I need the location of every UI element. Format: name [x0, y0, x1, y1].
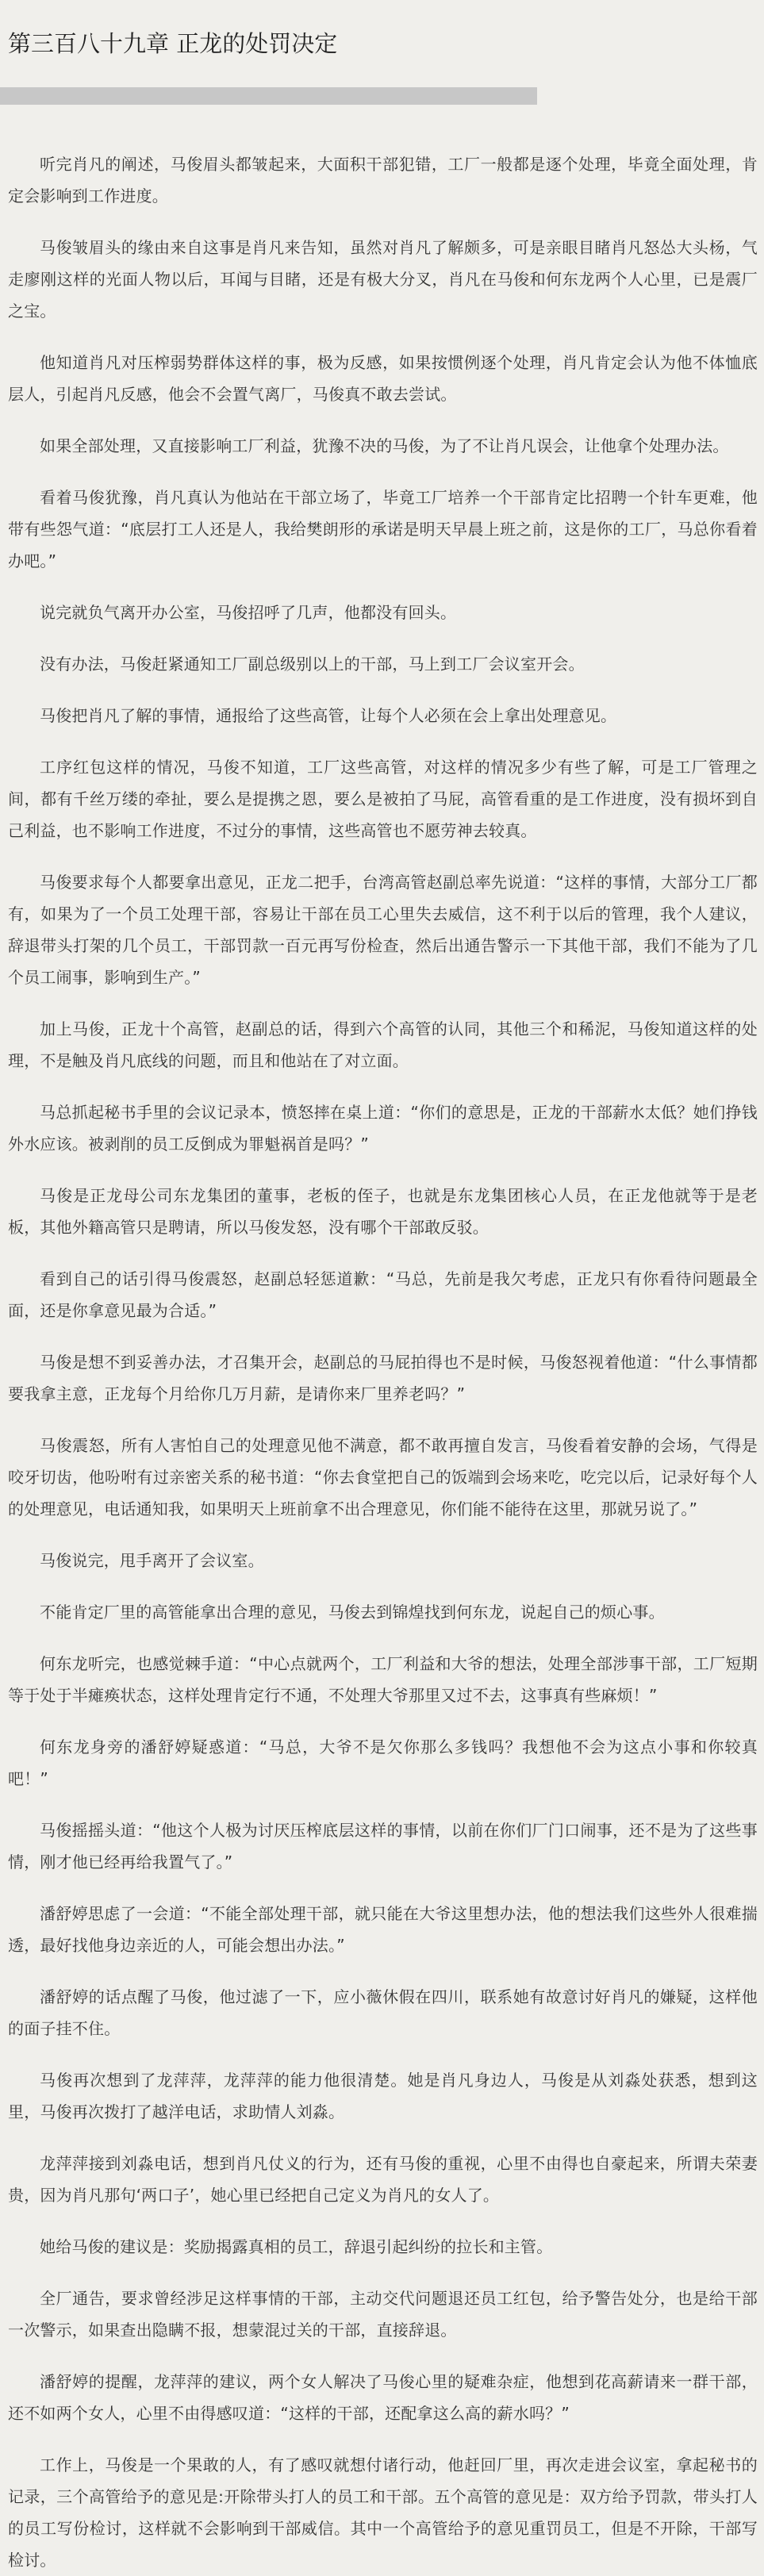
paragraph: 说完就负气离开办公室，马俊招呼了几声，他都没有回头。: [40, 603, 457, 622]
paragraph: 何东龙身旁的潘舒婷疑惑道：“马总，大爷不是欠你那么多钱吗？我想他不会为这点小事和你较真吧！”: [8, 1737, 758, 1788]
paragraph: 工序红包这样的情况，马俊不知道，工厂这些高管，对这样的情况多少有些了解，可是工厂管理之间，都有千丝万缕的牵扯，要么是提携之恩，要么是被拍了马屁，高管看重的是工作进度，没有损坏到自己利益，也不影响工作进度，不过分的事情，这些高管也不愿劳神去较真。: [8, 758, 758, 840]
paragraph: 龙萍萍接到刘淼电话，想到肖凡仗义的行为，还有马俊的重视，心里不由得也自豪起来，所谓夫荣妻贵，因为肖凡那句‘两口子’，她心里已经把自己定义为肖凡的女人了。: [8, 2154, 758, 2205]
chapter-content: [0, 105, 764, 2576]
paragraph: 马俊是想不到妥善办法，才召集开会，赵副总的马屁拍得也不是时候，马俊怒视着他道：“什么事情都要我拿主意，正龙每个月给你几万月薪，是请你来厂里养老吗？”: [8, 1353, 758, 1403]
title-divider-bar: [0, 87, 537, 105]
paragraph: 马俊摇摇头道：“他这个人极为讨厌压榨底层这样的事情，以前在你们厂门口闹事，还不是为了这些事情，刚才他已经再给我置气了。”: [8, 1821, 758, 1872]
paragraph: 看到自己的话引得马俊震怒，赵副总轻惩道歉：“马总，先前是我欠考虑，正龙只有你看待问题最全面，还是你拿意见最为合适。”: [8, 1269, 758, 1320]
paragraph: 没有办法，马俊赶紧通知工厂副总级别以上的干部，马上到工厂会议室开会。: [40, 655, 585, 674]
paragraph: 潘舒婷的话点醒了马俊，他过滤了一下，应小薇休假在四川，联系她有故意讨好肖凡的嫌疑，这样他的面子挂不住。: [8, 1987, 758, 2038]
paragraph: 加上马俊，正龙十个高管，赵副总的话，得到六个高管的认同，其他三个和稀泥，马俊知道这样的处理，不是触及肖凡底线的问题，而且和他站在了对立面。: [8, 1019, 758, 1070]
paragraph: 马俊震怒，所有人害怕自己的处理意见他不满意，都不敢再擅自发言，马俊看着安静的会场，气得是咬牙切齿，他吩咐有过亲密关系的秘书道：“你去食堂把自己的饭端到会场来吃，吃完以后，记录好每个人的处理意见，电话通知我，如果明天上班前拿不出合理意见，你们能不能待在这里，那就另说了。”: [8, 1436, 758, 1518]
paragraph: 何东龙听完，也感觉棘手道：“中心点就两个，工厂利益和大爷的想法，处理全部涉事干部，工厂短期等于处于半瘫痪状态，这样处理肯定行不通，不处理大爷那里又过不去，这事真有些麻烦！”: [8, 1654, 758, 1705]
paragraph: 马俊是正龙母公司东龙集团的董事，老板的侄子，也就是东龙集团核心人员，在正龙他就等于是老板，其他外籍高管只是聘请，所以马俊发怒，没有哪个干部敢反驳。: [8, 1186, 758, 1237]
paragraph: 马俊要求每个人都要拿出意见，正龙二把手，台湾高管赵副总率先说道：“这样的事情，大部分工厂都有，如果为了一个员工处理干部，容易让干部在员工心里失去威信，这不利于以后的管理，我个人建议，辞退带头打架的几个员工，干部罚款一百元再写份检查，然后出通告警示一下其他干部，我们不能为了几个员工闹事，影响到生产。”: [8, 873, 758, 987]
paragraph: 工作上，马俊是一个果敢的人，有了感叹就想付诸行动，他赶回厂里，再次走进会议室，拿起秘书的记录，三个高管给予的意见是:开除带头打人的员工和干部。五个高管的意见是：双方给予罚款，带头打人的员工写份检讨，这样就不会影响到干部威信。其中一个高管给予的意见重罚员工，但是不开除，干部写检讨。: [8, 2455, 758, 2570]
chapter-title: 第三百八十九章 正龙的处罚决定: [8, 30, 338, 57]
paragraph: 他知道肖凡对压榨弱势群体这样的事，极为反感，如果按惯例逐个处理，肖凡肯定会认为他不体恤底层人，引起肖凡反感，他会不会置气离厂，马俊真不敢去尝试。: [8, 353, 758, 404]
paragraph: 马俊说完，甩手离开了会议室。: [40, 1551, 264, 1570]
paragraph: 马总抓起秘书手里的会议记录本，愤怒摔在桌上道：“你们的意思是，正龙的干部薪水太低？她们挣钱外水应该。被剥削的员工反倒成为罪魁祸首是吗？”: [8, 1103, 758, 1154]
paragraph: 看着马俊犹豫，肖凡真认为他站在干部立场了，毕竟工厂培养一个干部肯定比招聘一个针车更难，他带有些怨气道：“底层打工人还是人，我给樊朗形的承诺是明天早晨上班之前，这是你的工厂，马总你看着办吧。”: [8, 488, 758, 570]
paragraph: 听完肖凡的阐述，马俊眉头都皱起来，大面积干部犯错，工厂一般都是逐个处理，毕竟全面处理，肯定会影响到工作进度。: [8, 155, 758, 205]
paragraph: 马俊皱眉头的缘由来自这事是肖凡来告知，虽然对肖凡了解颇多，可是亲眼目睹肖凡怒怂大头杨，气走廖刚这样的光面人物以后，耳闻与目睹，还是有极大分叉，肖凡在马俊和何东龙两个人心里，已是震厂之宝。: [8, 238, 758, 321]
paragraph: 马俊把肖凡了解的事情，通报给了这些高管，让每个人必须在会上拿出处理意见。: [40, 706, 617, 725]
paragraph: 马俊再次想到了龙萍萍，龙萍萍的能力他很清楚。她是肖凡身边人，马俊是从刘淼处获悉，想到这里，马俊再次拨打了越洋电话，求助情人刘淼。: [8, 2071, 758, 2121]
paragraph: 如果全部处理，又直接影响工厂利益，犹豫不决的马俊，为了不让肖凡误会，让他拿个处理办法。: [40, 436, 729, 455]
paragraph: 不能肯定厂里的高管能拿出合理的意见，马俊去到锦煌找到何东龙，说起自己的烦心事。: [40, 1603, 665, 1622]
paragraph: 全厂通告，要求曾经涉足这样事情的干部，主动交代问题退还员工红包，给予警告处分，也是给干部一次警示，如果查出隐瞒不报，想蒙混过关的干部，直接辞退。: [8, 2289, 758, 2340]
paragraph: 潘舒婷思虑了一会道：“不能全部处理干部，就只能在大爷这里想办法，他的想法我们这些外人很难揣透，最好找他身边亲近的人，可能会想出办法。”: [8, 1904, 758, 1955]
paragraph: 她给马俊的建议是：奖励揭露真相的员工，辞退引起纠纷的拉长和主管。: [40, 2237, 553, 2256]
paragraph: 潘舒婷的提醒，龙萍萍的建议，两个女人解决了马俊心里的疑难杂症，他想到花高薪请来一群干部，还不如两个女人，心里不由得感叹道：“这样的干部，还配拿这么高的薪水吗？”: [8, 2372, 758, 2423]
